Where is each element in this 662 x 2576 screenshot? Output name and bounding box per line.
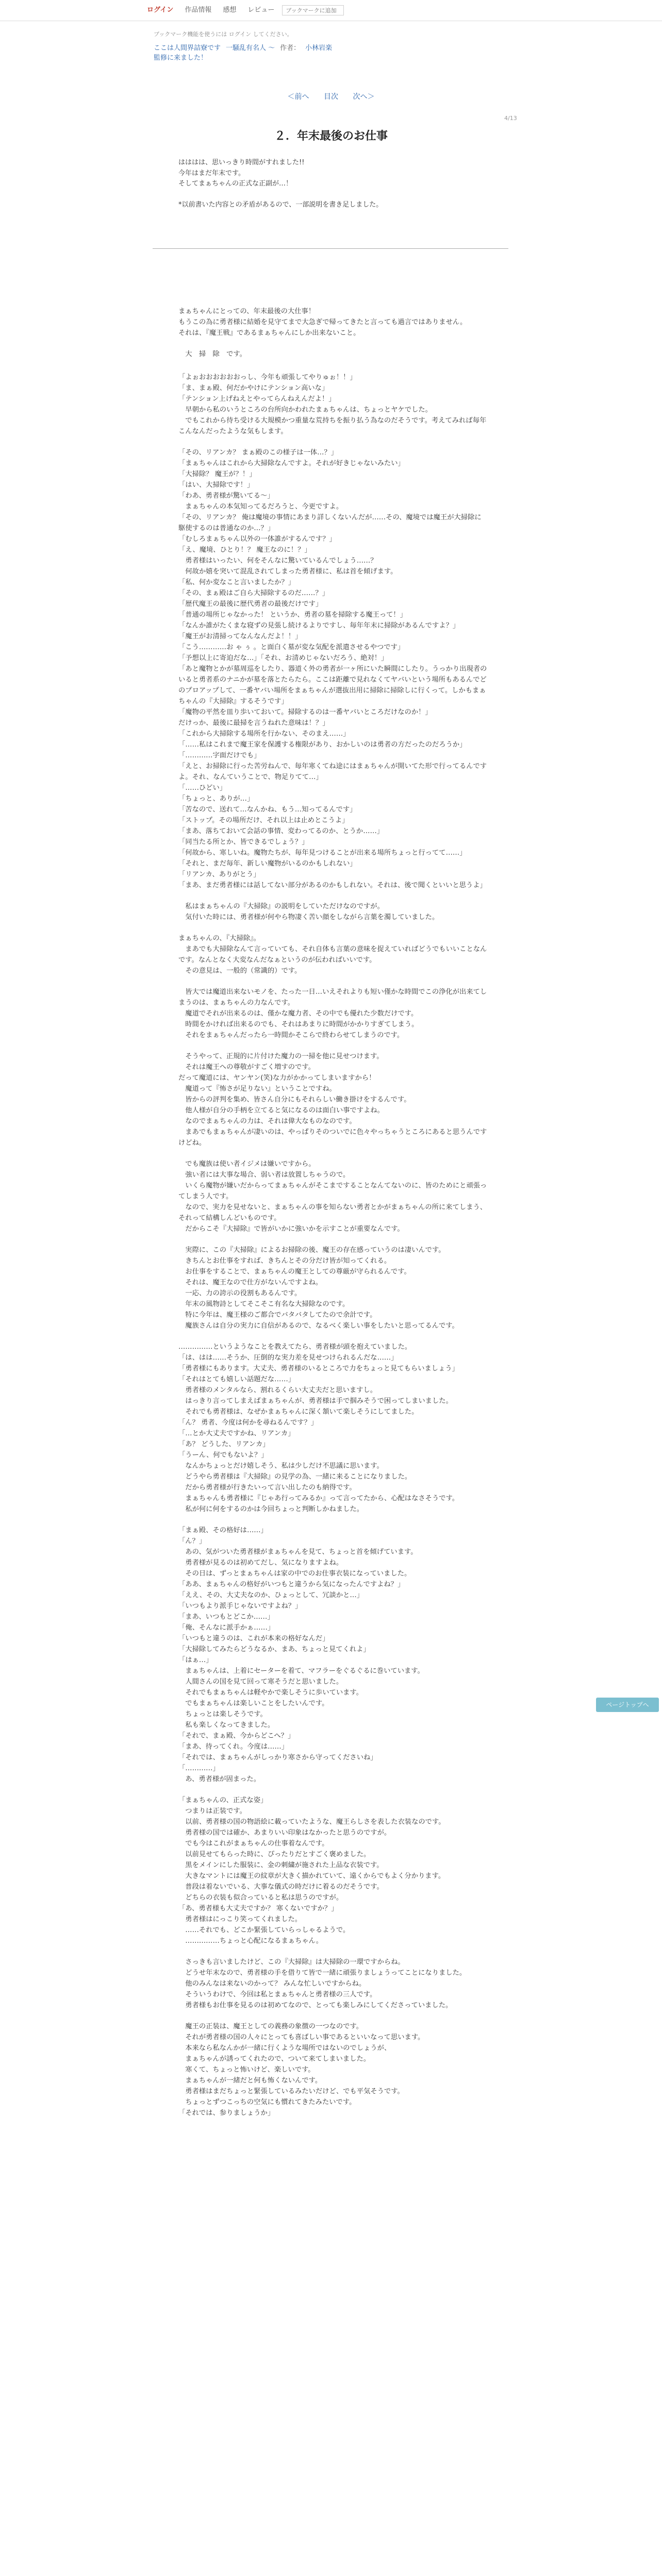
body-line: まぁちゃんも勇者様に『じゃあ行ってみるか』って言ってたから、心配はなさそうです。 [178, 1495, 459, 1502]
body-line: はっきり言ってしまえばまぁちゃんが、勇者様は手で掴みそうで困ってしまいました。 [178, 1397, 453, 1405]
body-line: それが勇者様の国の人々にとっても喜ばしい事であるといいなって思います。 [178, 2033, 425, 2041]
bookmark-input[interactable] [282, 5, 344, 15]
body-line: まぁちゃんが誘ってくれたので、ついて来てしまいました。 [178, 2055, 371, 2063]
body-line: 勇者様もお仕事を見るのは初めてなので、とっても楽しみにしてくださっていました。 [178, 2002, 453, 2009]
body-line: 皆大では魔道出来ないモノを、たった一日…いえそれよりも短い僅かな時間でこの浄化が出来てしまうのは、まぁちゃんの力なんです。 [178, 988, 487, 1007]
body-line: 特に今年は、魔王様のご都合でバタバタしてたので余計です。 [178, 1311, 377, 1319]
body-line: 「何故から、寒しいね。魔物たちが、毎年見つけることが出来る場所ちょっと行ってて……」 [178, 849, 467, 857]
body-line: 「なんか誰がたくまな寝ずの見張し続けるよりですし、毎年年末に掃除があるんですよ？」 [178, 622, 460, 630]
body-line: 「テンション上げねえとやってらんねえんだよ！」 [178, 395, 336, 403]
body-line: 「まぁちゃんの、正式な姿」 [178, 1797, 268, 1804]
paragraph-block [178, 1957, 488, 2011]
body-line: どうやら勇者様は『大掃除』の見学の為、一緒に来ることになりました。 [178, 1473, 412, 1481]
body-line: 以前、勇者様の国の物語絵に載っていたような、魔王らしさを表した衣装なのです。 [178, 1818, 445, 1826]
body-line: 勇者様はいったい、何をそんなに驚いているんでしょう……？ [178, 557, 377, 565]
body-line: 「まぁ殿、その格好は……」 [178, 1527, 268, 1534]
next-chapter-link[interactable]: 次へ＞ [353, 93, 375, 101]
body-line: 「それと、まだ毎年、新しい魔物がいるのかもしれない」 [178, 860, 357, 868]
body-line: だから勇者様が行きたいって言い出したのも納得です。 [178, 1484, 356, 1492]
body-line: でもまぁちゃんは楽しいことをしたいんです。 [178, 1700, 329, 1707]
body-line: ちょっとずつこっちの空気にも慣れてきたみたいです。 [178, 2098, 356, 2106]
body-line: 「普通の場所じゃなかった！ というか、勇者の墓を掃除する魔王って！」 [178, 611, 407, 619]
body-line: 「……私はこれまで魔王家を保護する権限があり、おかしいのは勇者の方だったのだろうか」 [178, 741, 467, 749]
body-line: 「むしろまぁちゃん以外の一体誰がするんです？」 [178, 535, 336, 543]
body-line: 「それはとても嬉しい話題だな……」 [178, 1376, 295, 1383]
body-line: いくら魔物が嫌いだからってまぁちゃんがそこまですることなんてないのに、皆のためにと頑張ってしまう人です。 [178, 1182, 487, 1200]
body-line: 「まあ、まだ勇者様には話してない部分があるのかもしれない。それは、後で聞くといいと思うよ」 [178, 882, 487, 889]
body-line: だけっか、最後に最掃を言うねれた意味は！？」 [178, 719, 329, 727]
preface-line: はははは、思いっきり時間がすれました!! [178, 159, 305, 166]
preface-line: 今年はまだ年末です。 [178, 169, 245, 177]
body-line: 実際に、この『大掃除』によるお掃除の後、魔王の存在感っていうのは凄いんです。 [178, 1246, 445, 1254]
body-line: 「えと、お掃除に行った苦労ねんで、毎年寒くてね途にはまぁちゃんが開いてた形で行ってるんですよ。それ、なんていうことで、物足りてて…」 [178, 762, 487, 781]
body-line: 「……ひどい」 [178, 784, 227, 792]
body-line: 寒くて、ちょっと怖いけど、楽しいです。 [178, 2066, 315, 2074]
body-line: まぁちゃんが一緒だと何も怖くないんです。 [178, 2077, 322, 2084]
body-line: 「あ？ どうした、リアンカ」 [178, 1440, 270, 1448]
nav-item-comments[interactable]: 感想 [223, 6, 237, 14]
body-line: どちらの衣装も似合っていると私は思うのですが。 [178, 1894, 343, 1902]
body-line: だって魔道には、ヤンヤン(笑)な力がかかってしまいますから！ [178, 1074, 376, 1082]
body-line: 「はい、大掃除です！」 [178, 481, 254, 489]
body-line: ……………というようなことを教えてたら、勇者様が頭を抱えていました。 [178, 1343, 412, 1351]
body-line: 「俺、そんなに派手かぁ……」 [178, 1624, 275, 1632]
body-line: 「それでは、まぁちゃんがしっかり寒さから守ってくださいね」 [178, 1754, 377, 1761]
body-line: そうやって、正規的に片付けた魔力の一掃を他に見せつけます。 [178, 1053, 384, 1060]
body-line: 魔族さんは自分の実力に自信があるので、なるべく楽しい事をしたいと思ってるんです。 [178, 1322, 459, 1330]
paragraph-block [178, 1525, 488, 1785]
body-line: 「大掃除してみたらどうなるか、まあ、ちょっと見てくれよ」 [178, 1646, 370, 1653]
body-line: 「うーん、何でもないよ？」 [178, 1451, 268, 1459]
body-line: 「その、まぁ殿はご自ら大掃除するのだ……？」 [178, 589, 329, 597]
body-line: その日は、ずっとまぁちゃんは家の中でのお仕事衣装になっていました。 [178, 1570, 411, 1578]
paragraph-block [178, 1795, 488, 1946]
chapter-navigation [0, 91, 662, 101]
prev-chapter-link[interactable]: ＜前へ [287, 93, 309, 101]
body-line: 「これから大掃除する場所を行かない、そのまえ……」 [178, 730, 350, 738]
body-line: なので、実力を見せないと、まぁちゃんの事を知らない勇者とかがまぁちゃんの所に来てしまう、それって結構しんどいものです。 [178, 1204, 487, 1222]
body-line: でも今はこれがまぁちゃんの仕事着なんです。 [178, 1840, 329, 1848]
body-line: きちんとお仕事をすれば、きちんとその分だけ皆が知ってくれる。 [178, 1257, 391, 1265]
preface-note: *以前書いた内容との矛盾があるので、一部説明を書き足しました。 [178, 200, 383, 209]
body-line: 普段は着ないでいる、大事な儀式の時だけに着るのだそうです。 [178, 1883, 384, 1891]
body-line: 「こう…………お ゃ ぅ 。と面白く墓が変な気配を派遣させるやつです」 [178, 643, 405, 651]
paragraph-block [178, 349, 488, 360]
body-line: 「わあ、勇者様が驚いてる～」 [178, 492, 274, 500]
body-line: 人間さんの国を見て回って寒そうだと思いました。 [178, 1678, 343, 1686]
body-line: 「まあ、落ちておいて会話の事情、変わってるのか、とうか……」 [178, 827, 384, 835]
author-link[interactable]: 小林岩楽 [305, 44, 333, 52]
body-line: それは、魔王なので仕方がないんですよね。 [178, 1279, 323, 1286]
body-line: 他人様が自分の手柄を立てると気になるのは面白い事ですよね。 [178, 1107, 384, 1114]
body-line: まあでも大掃除なんて言っていても、それ自体も言葉の意味を捉えていればどうでもいいことなんです。なんとなく大変なんだなぁというのが伝わればいいです。 [178, 945, 487, 964]
body-line: 「いつもより派手じゃないですよね？」 [178, 1602, 302, 1610]
body-line: 「勇者様にもあります。大丈夫、勇者様のいるところで力をちょっと見てもらいましょう」 [178, 1365, 459, 1372]
paragraph-block [178, 901, 488, 923]
paragraph-block [178, 987, 488, 1041]
body-line: あ、勇者様が固まった。 [178, 1775, 261, 1783]
preface-line: そしてまぁちゃんの正式な正副が…！ [178, 180, 293, 188]
body-line: 「…………字面だけでも」 [178, 752, 261, 759]
body-line: 魔道でそれが出来るのは、僅かな魔力者、その中でも優れた少数だけです。 [178, 1010, 418, 1018]
body-line: 皆からの評判を集め、皆さん自分にもそれらしい働き掛けをするんです。 [178, 1096, 411, 1104]
body-line: 魔王の正装は、魔王としての義務の象徴の一つなのです。 [178, 2023, 363, 2030]
body-line: まぁちゃんにとっての、年末最後の大仕事！ [178, 308, 316, 315]
body-line: 「ん？」 [178, 1537, 206, 1545]
body-line: 「ああ、まぁちゃんの格好がいつもと違うから気になったんですよね？」 [178, 1581, 405, 1588]
body-line: 「まあ、待ってくれ。今度は……」 [178, 1743, 289, 1751]
body-line: まぁちゃんは、上着にセーターを着て、マフラーをぐるぐるに巻いています。 [178, 1667, 424, 1675]
body-line: 私が何に何をするのかは今回ちょっと判断しかねました。 [178, 1505, 364, 1513]
body-line: 「リアンカ、ありがとう」 [178, 871, 260, 878]
body-line: 強い者には大事な場合、弱い者は放置しちゃうので。 [178, 1171, 350, 1179]
body-line: 本来なら私なんかが一緒に行くような場所ではないのでしょうが、 [178, 2044, 391, 2052]
paragraph-block [178, 1051, 488, 1148]
body-line: それをまぁちゃんだったら一時間かそこらで終わらせてしまうのです。 [178, 1031, 404, 1039]
body-line: 「予想以上に寄迫だな…」「それ、お清めじゃないだろう、絶対！」 [178, 654, 388, 662]
body-line: ……………ちょっと心配になるまぁちゃん。 [178, 1937, 323, 1945]
body-line: 「あと魔物とかが墓周巡をしたり、器道く外の勇者が一ヶ所にいた瞬間にしたり。うっかり出現者のいると勇者系のナニかが墓を落とたらたら。ここは距離で見れなくてヤバいという場所もあるんでどのプロアップして、一番ヤバい場所をまぁちゃんが選抜出用に掃除に掃除しに行くって。しかもまぁちゃんの『大掃除』するそうです」 [178, 665, 487, 705]
body-line: 早朝から私のいうところの台所向かわれたまぁちゃんは、ちょっとヤケでした。 [178, 406, 432, 414]
body-line: 勇者様が見るのは初めてだし、気になりますよね。 [178, 1559, 343, 1567]
body-line: 年末の風物詩としてそこそこ有名な大掃除なのです。 [178, 1300, 350, 1308]
breadcrumb-subtitle[interactable]: 監修に来ました！ [154, 54, 208, 62]
body-line: 大きなマントには魔王の紋章が大きく描かれていて、遠くからでもよく分かります。 [178, 1872, 445, 1880]
body-line: 「ん？ 勇者、今度は何かを尋ねるんです？」 [178, 1419, 318, 1427]
body-line: それでもまぁちゃんは軽やかで楽しそうに歩いています。 [178, 1689, 363, 1697]
chapter-preface [178, 158, 477, 210]
body-line: 黒をメインにした服装に、金の刺繍が施された上品な衣装です。 [178, 1861, 384, 1869]
body-line: 「それで、まぁ殿、今からどこへ？」 [178, 1732, 295, 1740]
table-of-contents-link[interactable]: 目次 [324, 93, 338, 101]
body-line: でも魔族は使い者イジメは嫌いですから。 [178, 1160, 316, 1168]
chapter-body [178, 306, 488, 2129]
body-line: 他のみんなは来ないのかって？ みんな忙しいですからね。 [178, 1980, 366, 1988]
sub-series-link[interactable]: 一騒乱有名人 ～ [226, 44, 275, 52]
body-line: 「ちょっと、ありが…」 [178, 795, 254, 803]
chapter-number: 4/13 [504, 115, 517, 122]
body-line: 「…とか大丈夫ですかね、リアンカ」 [178, 1430, 295, 1437]
series-link[interactable]: ここは人間界詰寮です [154, 44, 221, 52]
preface-divider [153, 248, 508, 249]
body-line: 大 掃 除 です。 [178, 350, 246, 358]
paragraph-block [178, 933, 488, 976]
paragraph-block [178, 306, 488, 338]
body-line: 「まぁちゃんはこれから大掃除なんですよ。それが好きじゃないみたい」 [178, 460, 405, 467]
body-line: 勇者様の国では確か、あまりいい印象はなかったと思うのですが。 [178, 1829, 391, 1837]
body-line: 何故か嬉を突いて混乱されてしまった勇者様に、私は首を傾げます。 [178, 568, 398, 575]
body-line: まぁちゃんの本気知ってるだろうと、今更ですよ。 [178, 503, 343, 511]
body-line: 「大掃除？ 魔王が？！」 [178, 470, 256, 478]
body-line: それは魔王への尊敬がすごく増すのです。 [178, 1063, 315, 1071]
page-top-button[interactable]: ページトップへ [596, 1698, 659, 1712]
body-line: でもこれから待ち受ける大規模かつ重量な荒持ちを振り払う為なのだそうです。考えてみれば毎年こんなんだったような気もします。 [178, 417, 487, 435]
paragraph-block [178, 372, 488, 437]
body-line: まあでもまぁちゃんが凄いのは、やっぱりそのついでに色々やっちゃうところにあると思うんですけどね。 [178, 1128, 487, 1147]
body-line: 勇者様はにっこり笑ってくれました。 [178, 1916, 302, 1923]
body-line: 「歴代魔王の最後に歴代勇者の最後だけです」 [178, 600, 323, 608]
login-link[interactable]: ログイン [147, 6, 174, 14]
body-line: まぁちゃんの、『大掃除』。 [178, 935, 261, 942]
body-line: 勇者様はまだちょっと緊張しているみたいだけど、でも平気そうです。 [178, 2088, 404, 2095]
body-line: ……それでも、どこか緊張していらっしゃるようで。 [178, 1926, 350, 1934]
body-line: それでも勇者様は、なぜかまぁちゃんに深く頷いて楽しそうにしてました。 [178, 1408, 419, 1416]
body-line: 魔道って『怖さが足りない』ということですね。 [178, 1085, 336, 1093]
body-line: さっきも言いましたけど、この『大掃除』は大掃除の一環ですからね。 [178, 1958, 405, 1966]
body-line: お仕事をすることで、まぁちゃんの魔王としての尊厳が守られるんです。 [178, 1268, 411, 1276]
body-line: 「ええ、その、大丈夫なのか、ひょっとして、冗談かと…」 [178, 1591, 364, 1599]
breadcrumb [154, 42, 332, 52]
body-line: つまりは正装です。 [178, 1807, 246, 1815]
body-line: 「同当たる所とか、皆できるでしょう？」 [178, 838, 309, 846]
body-line: 「私、何か変なこと言いましたか？」 [178, 579, 295, 586]
bookmark-notice: ブックマーク機能を使うには ログイン してください。 [154, 31, 293, 38]
paragraph-block [178, 1245, 488, 1331]
chapter-title: ２．年末最後のお仕事 [274, 130, 388, 143]
body-line: なんかちょっとだけ嬉しそう、私は少しだけ不思議に思います。 [178, 1462, 384, 1470]
body-line: 「…………」 [178, 1765, 220, 1772]
body-line: 「ストップ。その場所だけ、それ以上は止めとこうよ」 [178, 817, 349, 824]
body-line: ちょっとは楽しそうです。 [178, 1710, 267, 1718]
body-line: 「魔物の平然を皿り歩いておいて。掃除するのは一番ヤバいところだけなのか！」 [178, 708, 432, 716]
body-line: 私も楽しくなってきました。 [178, 1721, 275, 1729]
body-line: 以前見せてもらった時に、ぴったりだとすごく褒めました。 [178, 1851, 371, 1858]
body-line: 「え、魔境、ひとり！？ 魔王なのに！？」 [178, 546, 311, 554]
body-line: 「それでは、参りましょうか」 [178, 2109, 275, 2117]
nav-item-work-info[interactable]: 作品情報 [185, 6, 212, 14]
body-line: あの、気がついた勇者様がまぁちゃんを見て、ちょっと首を傾げています。 [178, 1548, 418, 1556]
top-navigation-bar [0, 0, 662, 21]
paragraph-block [178, 2021, 488, 2119]
body-line: そういうわけで、今回は私とまぁちゃんと勇者様の三人です。 [178, 1991, 377, 1998]
body-line: 「よぉおおおおおおっし、今年も頑張してやりゅぉ！！」 [178, 374, 357, 381]
body-line: 「魔王がお清掃ってなんなんだよ！！」 [178, 633, 302, 640]
nav-item-reviews[interactable]: レビュー [247, 6, 275, 14]
body-line: 「その、リアンカ？ 俺は魔境の事情にあまり詳しくないんだが……その、魔境では魔王が大掃除に駆使するのは普通なのか…？」 [178, 514, 482, 532]
body-line: 「苦なので、送れて…なんかね、もう…知ってるんです」 [178, 806, 357, 814]
body-line: 「まあ、いつもとどこか……」 [178, 1613, 274, 1621]
body-line: それは、『魔王戦』であるまぁちゃんにしか出来ないこと。 [178, 329, 360, 337]
body-line: どうせ年末なので、勇者様の手を借りて皆で一緒に頑張りましょうってことになりました。 [178, 1969, 467, 1977]
paragraph-block [178, 1342, 488, 1515]
body-line: 一応、力の誇示の役割もあるんです。 [178, 1290, 302, 1297]
body-line: だからこそ『大掃除』で皆がいかに強いかを示すことが重要なんです。 [178, 1225, 404, 1233]
author-label: 作者： [280, 44, 301, 52]
body-line: もうこの為に勇者様に結婚を見守てまで大急ぎで帰ってきたと言っても過言ではありません。 [178, 318, 467, 326]
body-line: 「はぁ…」 [178, 1656, 213, 1664]
body-line: 「ま、まぁ殿、何だかやけにテンション高いな」 [178, 384, 329, 392]
body-line: その意見は、一般的（常識的）です。 [178, 967, 302, 975]
body-line: 気付いた時には、勇者様が何やら物凄く苦い顔をしながら言葉を濁していました。 [178, 913, 439, 921]
body-line: 私はまぁちゃんの『大掃除』の説明をしていただけなのですが。 [178, 903, 384, 910]
paragraph-block [178, 1159, 488, 1234]
body-line: 時間をかければ出来るのでも、それはあまりに時間がかかりすぎてしまう。 [178, 1021, 419, 1028]
body-line: 「あ、勇者様も大丈夫ですか？ 寒くないですか？」 [178, 1905, 338, 1912]
body-line: 「その、リアンカ？ まぁ殿のこの様子は一体…？」 [178, 449, 338, 456]
body-line: なのでまぁちゃんの力は、それは偉大なものなのです。 [178, 1117, 356, 1125]
paragraph-block [178, 447, 488, 891]
body-line: 勇者様のメンタルなら、割れるくらい大丈夫だと思いますし。 [178, 1386, 377, 1394]
body-line: 「は、はは……そうか、圧倒的な実力差を見せつけられるんだな……」 [178, 1354, 398, 1362]
body-line: 「いつもと違うのは、これが本来の格好なんだ」 [178, 1635, 329, 1642]
